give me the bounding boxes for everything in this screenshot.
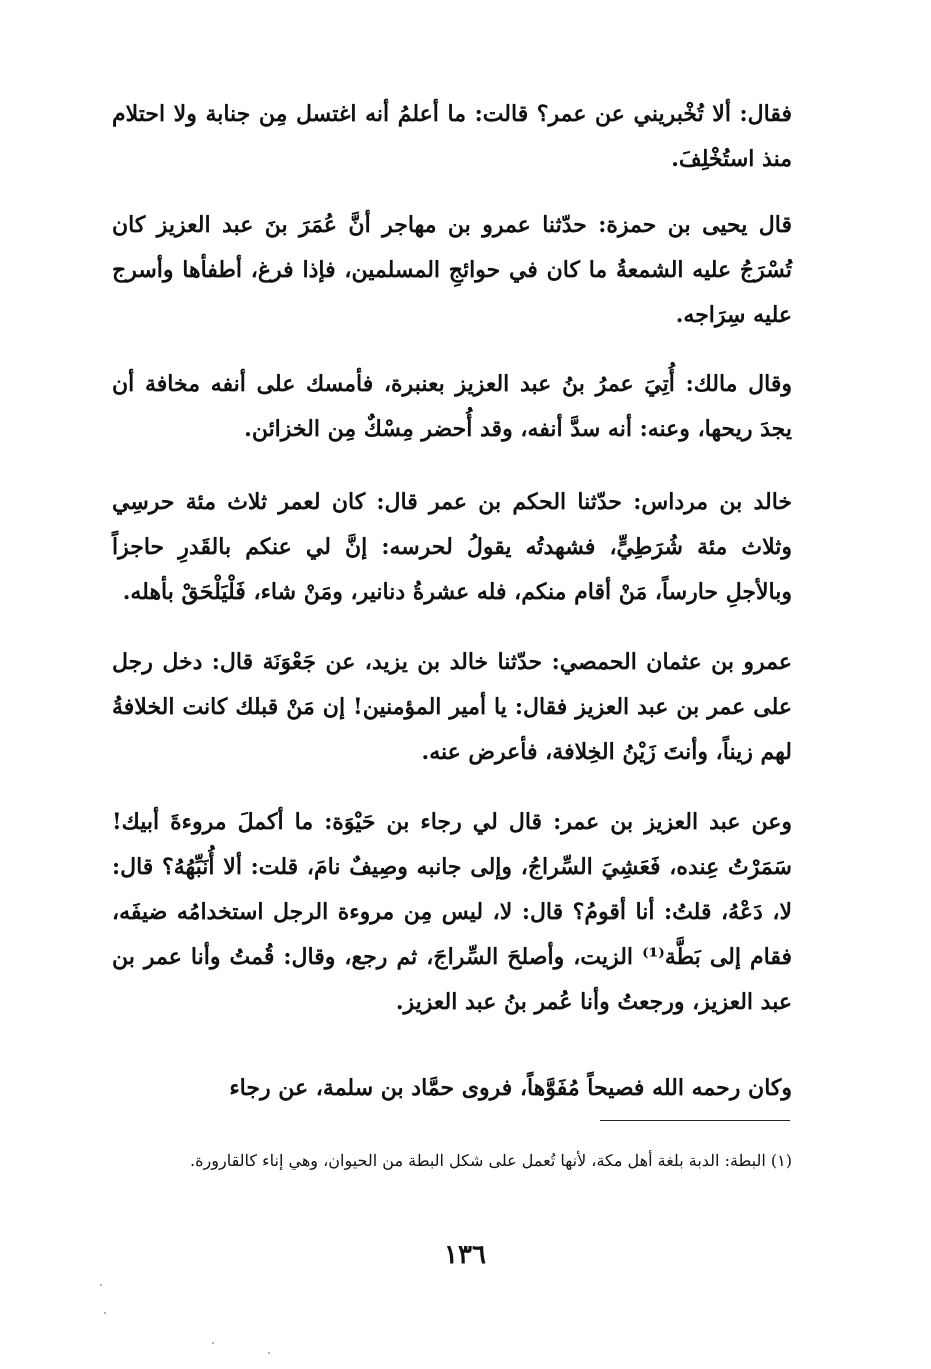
scan-speck: [212, 1342, 214, 1344]
page-number: ١٣٦: [444, 1240, 486, 1270]
paragraph-3-text: وقال مالك: أُتِيَ عمرُ بنُ عبد العزيز بعنبرة، فأمسك على أنفه مخافة أن يجدَ ريحها، وعنه: أنه سدَّ أنفه، وقد أُحضر مِسْكٌ مِن الخزائن.: [112, 371, 792, 442]
footnote-divider: [600, 1120, 790, 1121]
paragraph-6-text: وعن عبد العزيز بن عمر: قال لي رجاء بن حَيْوَة: ما أكملَ مروءةَ أبيك! سَمَرْتُ عِنده، فَعَشِيَ السِّراجُ، وإلى جانبه وصِيفٌ نامَ، قلت: ألا أُنَبِّهُهُ؟ قال: لا، دَعْهُ، قلتُ: أنا أقومُ؟ قال: لا، ليس مِن مروءة الرجل استخدامُه ضيفَه، فقام إلى بَطَّة⁽¹⁾ الزيت، وأصلحَ السِّراجَ، ثم رجع، وقال: قُمتُ وأنا عمر بن عبد العزيز، ورجعتُ وأنا عُمر بنُ عبد العزيز.: [112, 809, 793, 1015]
paragraph-2-text: قال يحيى بن حمزة: حدّثنا عمرو بن مهاجر أنَّ عُمَرَ بنَ عبد العزيز كان تُسْرَجُ عليه الشمعةُ ما كان في حوائجِ المسلمين، فإذا فرغ، أطفأها وأسرج عليه سِرَاجه.: [112, 212, 792, 328]
paragraph-3: [112, 362, 792, 452]
paragraph-4: [112, 480, 792, 615]
paragraph-4-text: خالد بن مرداس: حدّثنا الحكم بن عمر قال: كان لعمر ثلاث مئة حرسِي وثلاث مئة شُرَطِيٍّ، فشهدتُه يقولُ لحرسه: إنَّ لي عنكم بالقَدرِ حاجزاً وبالأجلِ حارساً، مَنْ أقام منكم، فله عشرةُ دنانير، ومَنْ شاء، فَلْيَلْحَقْ بأهله.: [112, 489, 792, 605]
paragraph-2: [112, 203, 792, 338]
scan-speck: [104, 1312, 106, 1314]
paragraph-5-text: عمرو بن عثمان الحمصي: حدّثنا خالد بن يزيد، عن جَعْوَنَة قال: دخل رجل على عمر بن عبد العزيز فقال: يا أمير المؤمنين! إن مَنْ قبلك كانت الخلافةُ لهم زيناً، وأنتَ زَيْنُ الخِلافة، فأعرض عنه.: [112, 649, 792, 765]
footnote: (١) البطة: الدبة بلغة أهل مكة، لأنها تُعمل على شكل البطة من الحيوان، وهي إناء كالقارورة.: [190, 1151, 792, 1170]
paragraph-7-text: وكان رحمه الله فصيحاً مُفَوَّهاً، فروى حمَّاد بن سلمة، عن رجاء: [229, 1075, 792, 1101]
paragraph-5: [112, 640, 792, 775]
scan-speck: [100, 1284, 102, 1286]
paragraph-1: [112, 92, 792, 182]
paragraph-1-text: فقال: ألا تُخْبريني عن عمر؟ قالت: ما أعلمُ أنه اغتسل مِن جنابة ولا احتلام منذ استُخْلِفَ.: [112, 101, 792, 172]
paragraph-6: [112, 800, 792, 1025]
paragraph-7: [112, 1066, 792, 1111]
scan-speck: [268, 1352, 270, 1354]
